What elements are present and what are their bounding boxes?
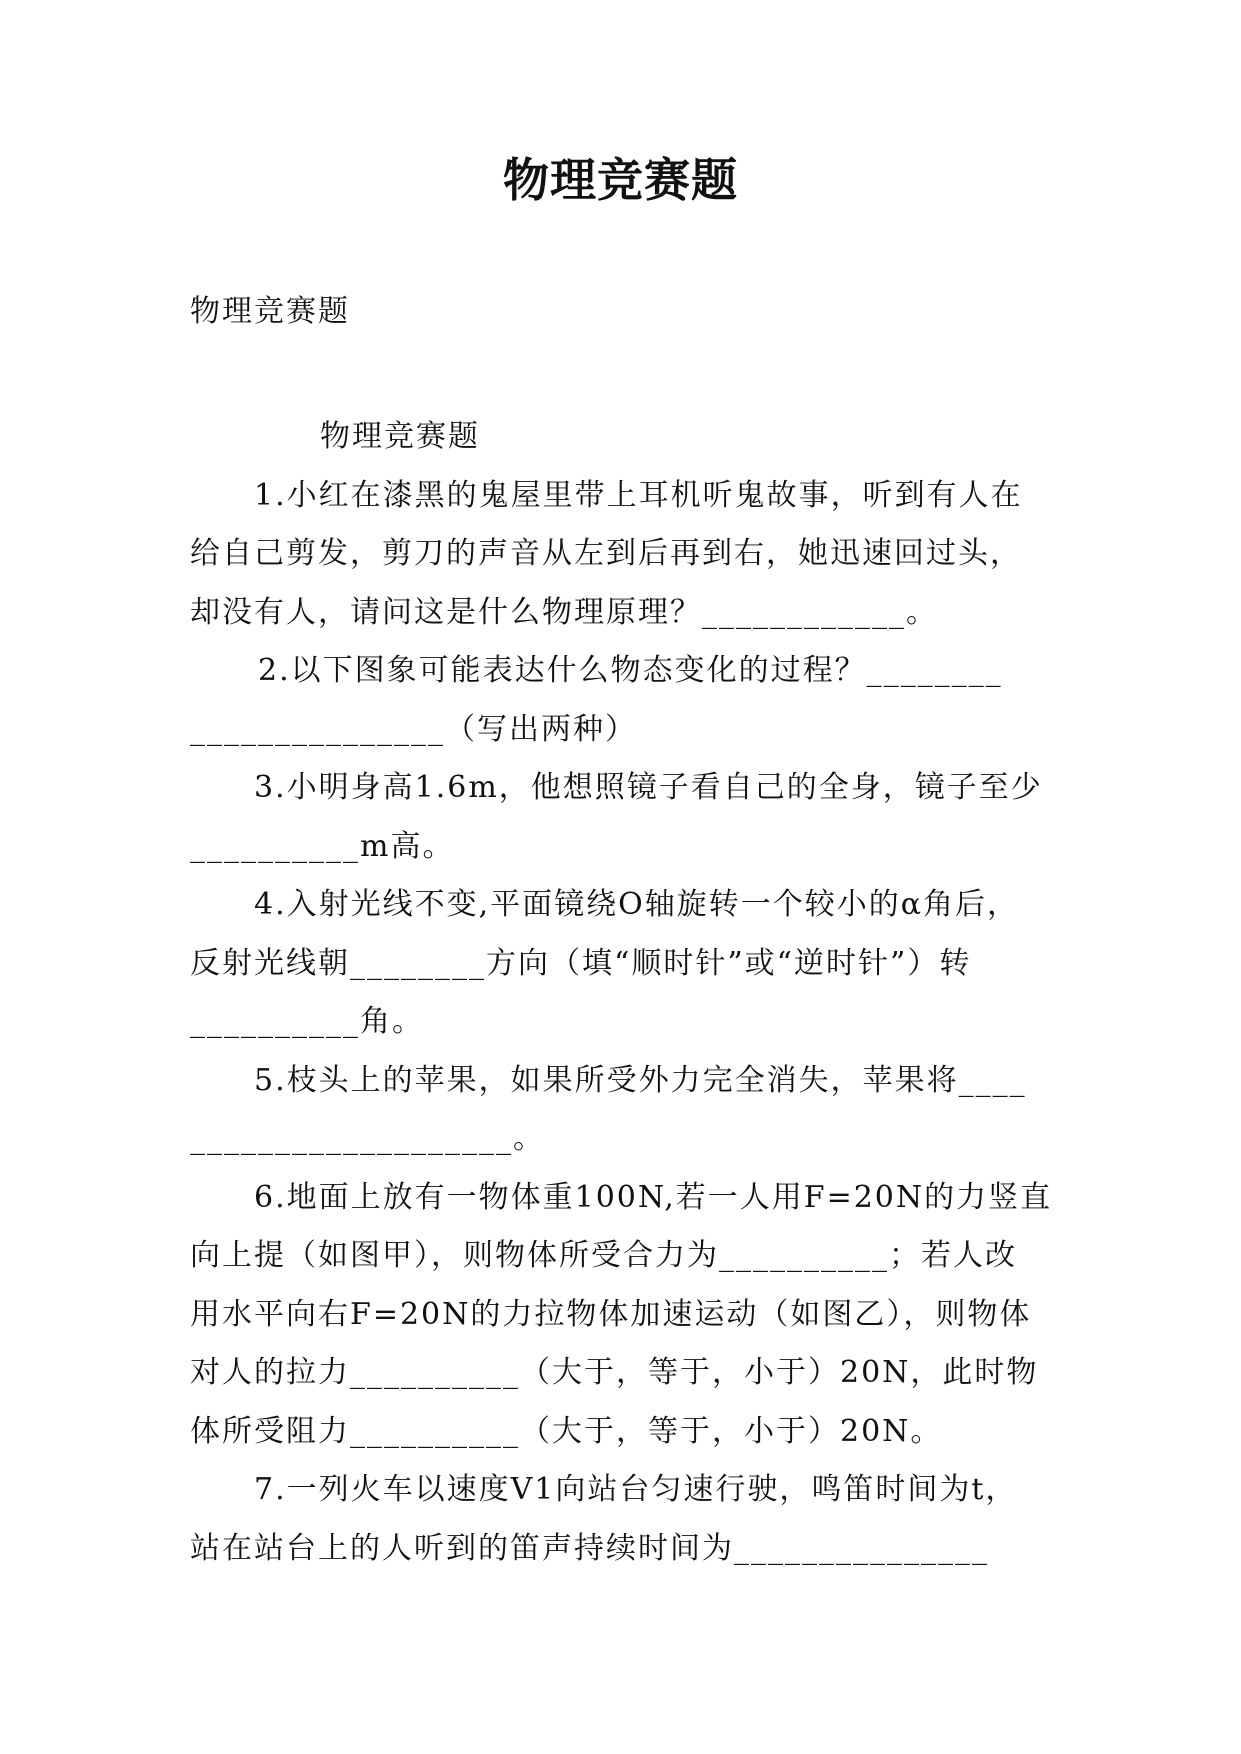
question-1-line-1: 1.小红在漆黑的鬼屋里带上耳机听鬼故事，听到有人在 bbox=[254, 477, 1023, 513]
question-2-line-2: _______________（写出两种） bbox=[190, 711, 637, 747]
question-6-line-2: 向上提（如图甲），则物体所受合力为__________；若人改 bbox=[190, 1238, 1017, 1273]
question-6-line-3: 用水平向右F=20N的力拉物体加速运动（如图乙），则物体 bbox=[190, 1296, 1032, 1332]
question-3-line-1: 3.小明身高1.6m，他想照镜子看自己的全身，镜子至少 bbox=[254, 770, 1043, 805]
question-7-line-1: 7.一列火车以速度V1向站台匀速行驶，鸣笛时间为t， bbox=[254, 1472, 1018, 1507]
question-6-line-1: 6.地面上放有一物体重100N,若一人用F=20N的力竖直 bbox=[254, 1179, 1053, 1215]
question-6-line-5: 体所受阻力__________（大于，等于，小于）20N。 bbox=[190, 1413, 943, 1449]
question-1-line-3: 却没有人，请问这是什么物理原理？____________。 bbox=[190, 594, 938, 630]
question-5-line-1: 5.枝头上的苹果，如果所受外力完全消失，苹果将____ bbox=[254, 1062, 1027, 1098]
document-subtitle: 物理竞赛题 bbox=[190, 294, 350, 329]
question-5-line-2: ___________________。 bbox=[190, 1121, 545, 1156]
question-1-line-2: 给自己剪发，剪刀的声音从左到后再到右，她迅速回过头， bbox=[190, 536, 1022, 571]
document-body bbox=[190, 408, 1060, 1578]
page-title: 物理竞赛题 bbox=[503, 153, 738, 207]
section-heading: 物理竞赛题 bbox=[320, 419, 480, 454]
question-4-line-2: 反射光线朝________方向（填“顺时针”或“逆时针”）转 bbox=[190, 945, 972, 981]
question-4-line-1: 4.入射光线不变,平面镜绕O轴旋转一个较小的α角后， bbox=[254, 887, 1020, 922]
question-7-line-2: 站在站台上的人听到的笛声持续时间为_______________ bbox=[190, 1530, 989, 1566]
question-2-line-1: 2.以下图象可能表达什么物态变化的过程？________ bbox=[258, 653, 1003, 688]
question-4-line-3: __________角。 bbox=[190, 1004, 424, 1039]
question-6-line-4: 对人的拉力__________（大于，等于，小于）20N，此时物 bbox=[190, 1355, 1039, 1390]
question-3-line-2: __________m高。 bbox=[190, 828, 455, 864]
